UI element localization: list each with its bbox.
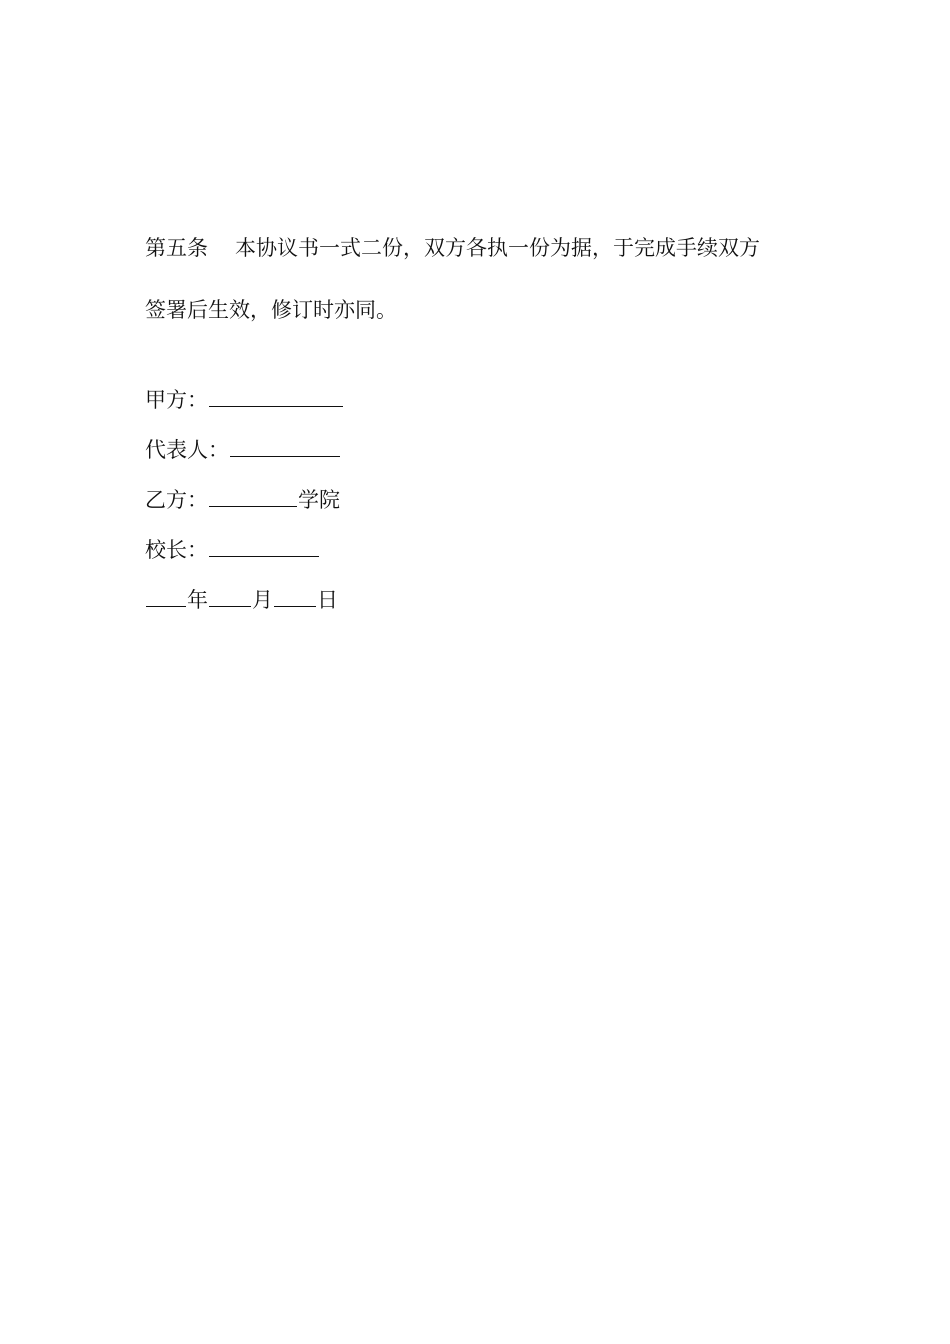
representative-label: 代表人： — [145, 438, 229, 462]
party-a-blank — [209, 384, 343, 407]
day-blank — [274, 584, 316, 607]
article-text-1: 本协议书一式二份，双方各执一份为据，于完成手续双方 — [235, 236, 760, 260]
month-blank — [209, 584, 251, 607]
party-b-suffix: 学院 — [298, 488, 340, 512]
party-b-blank — [209, 484, 297, 507]
month-label: 月 — [252, 588, 273, 612]
representative-blank — [230, 434, 340, 457]
article-line-1 — [145, 232, 815, 264]
year-blank — [146, 584, 186, 607]
signature-block — [145, 384, 344, 634]
date-row — [145, 584, 344, 616]
year-label: 年 — [187, 588, 208, 612]
party-b-row — [145, 484, 344, 516]
article-five — [145, 232, 815, 326]
party-b-label: 乙方： — [145, 488, 208, 512]
day-label: 日 — [317, 588, 338, 612]
president-label: 校长： — [145, 538, 208, 562]
president-row — [145, 534, 344, 566]
president-blank — [209, 534, 319, 557]
article-line-2: 签署后生效，修订时亦同。 — [145, 298, 397, 322]
article-heading: 第五条 — [145, 236, 208, 260]
party-a-row — [145, 384, 344, 416]
party-a-label: 甲方： — [145, 388, 208, 412]
representative-row — [145, 434, 344, 466]
